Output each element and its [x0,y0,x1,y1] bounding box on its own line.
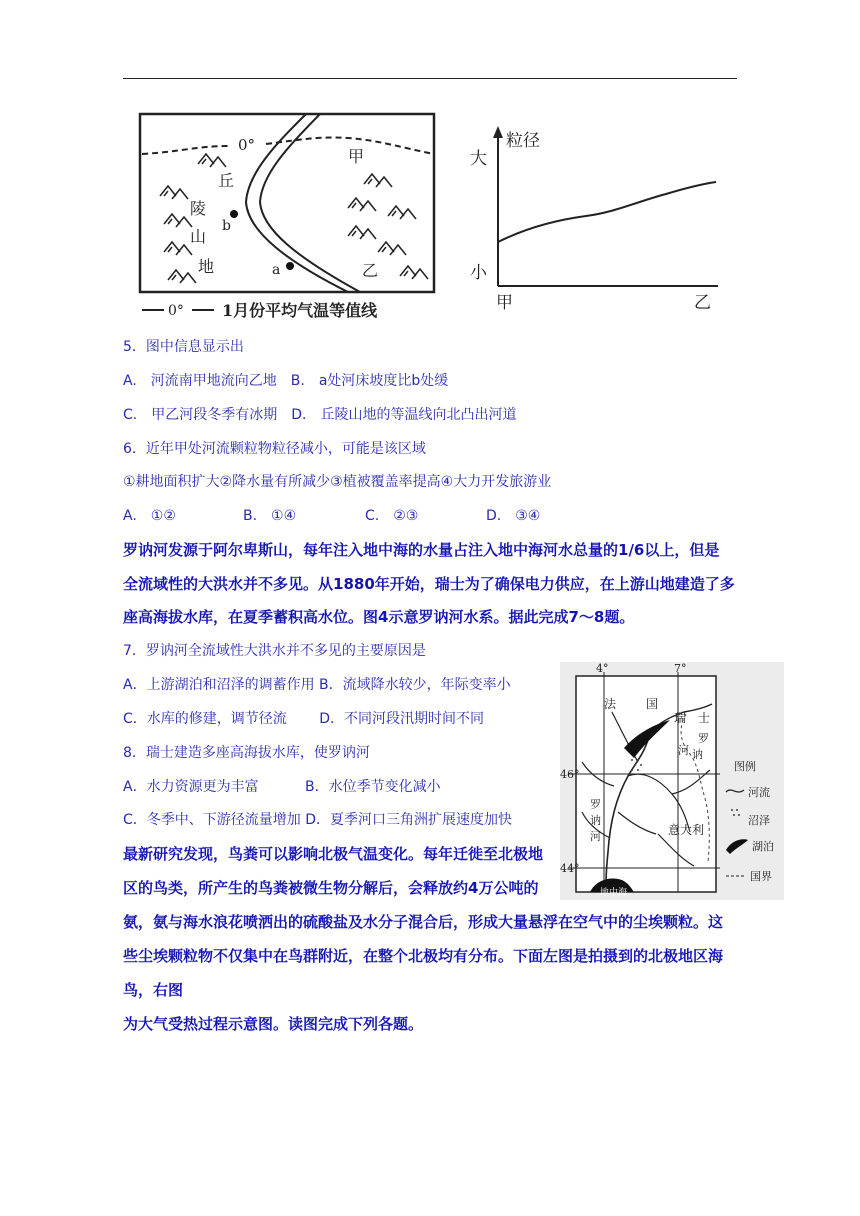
legend-symbol: 0° [168,303,184,319]
legend-border: 国界 [750,870,772,883]
q5-options-cd: C. 甲乙河段冬季有冰期 D. 丘陵山地的等温线向北凸出河道 [123,407,517,423]
q6-option-b: B. ①④ [243,508,297,524]
q7-options-cd: C．水库的修建，调节径流 D．不同河段汛期时间不同 [123,711,485,727]
q8-options-cd: C．冬季中、下游径流量增加 D．夏季河口三角洲扩展速度加快 [123,812,513,828]
passage1-line-1: 罗讷河发源于阿尔卑斯山，每年注入地中海的水量占注入地中海河水总量的1/6以上，但是 [123,541,720,559]
legend-title: 图例 [734,760,756,773]
map-rhone-upper-2: 讷 [692,748,703,761]
q6-option-a: A. ①② [123,508,176,524]
q6-items: ①耕地面积扩大②降水量有所减少③植被覆盖率提高④大力开发旅游业 [123,474,552,490]
map-rhone-upper-1: 罗 [698,732,709,745]
q6-stem: 6．近年甲处河流颗粒物粒径减小，可能是该区域 [123,441,426,457]
q8-options-ab: A．水力资源更为丰富 B．水位季节变化减小 [123,779,441,795]
legend-marsh: 沼泽 [748,814,770,827]
map-italy: 意大利 [668,823,705,837]
hill-char-4: 地 [198,257,215,276]
passage1-line-2: 全流域性的大洪水并不多见。从1880年开始，瑞士为了确保电力供应，在上游山地建造了多 [123,575,735,593]
point-a-dot [286,262,294,270]
hill-char-1: 丘 [218,171,235,190]
q7-stem: 7．罗讷河全流域性大洪水并不多见的主要原因是 [123,643,426,659]
map-rhone-lower-1: 罗 [590,798,601,811]
q8-stem: 8．瑞士建造多座高海拔水库，使罗讷河 [123,745,370,761]
legend-text: 1月份平均气温等值线 [222,301,378,320]
map-lat-1: 46° [560,768,580,781]
y-axis-label: 粒径 [506,131,540,151]
q6-option-d: D. ③④ [486,508,541,524]
y-high-label: 大 [470,149,487,169]
passage2-line-3: 氨，氨与海水浪花喷洒出的硫酸盐及水分子混合后，形成大量悬浮在空气中的尘埃颗粒。这 [123,913,724,931]
x-start-label: 甲 [496,293,513,313]
map-france-1: 法 [604,697,617,711]
point-a-label: a [272,262,281,278]
map-lat-2: 44° [560,862,580,875]
map-rhone-lower-3: 河 [590,830,601,843]
place-yi: 乙 [362,261,379,280]
map-rhone-upper-3: 河 [678,744,689,757]
map-lon-2: 7° [674,662,687,675]
map-sea-label: 地中海 [600,888,628,898]
legend-lake: 湖泊 [752,840,774,853]
q5-stem: 5．图中信息显示出 [123,339,244,355]
passage2-line-2: 区的鸟类，所产生的鸟粪被微生物分解后，会释放约4万公吨的 [123,879,539,897]
header-rule [123,78,737,79]
q7-options-ab: A．上游湖泊和沼泽的调蓄作用 B．流域降水较少，年际变率小 [123,677,511,693]
isotherm-map-figure [138,112,438,324]
grain-size-figure [466,124,728,316]
map-rhone-lower-2: 讷 [590,814,601,827]
hill-char-2: 陵 [190,199,207,218]
passage2-line-1: 最新研究发现，鸟粪可以影响北极气温变化。每年迁徙至北极地 [123,845,544,863]
passage2-line-6: 为大气受热过程示意图。读图完成下列各题。 [123,1015,424,1033]
hill-char-3: 山 [190,227,207,246]
y-low-label: 小 [470,263,487,283]
passage1-line-3: 座高海拔水库，在夏季蓄积高水位。图4示意罗讷河水系。据此完成7～8题。 [123,608,635,626]
place-jia: 甲 [348,147,365,166]
x-end-label: 乙 [694,293,711,313]
q5-options-ab: A. 河流南甲地流向乙地 B. a处河床坡度比b处缓 [123,373,449,389]
point-b-dot [230,210,238,218]
passage2-line-5: 鸟，右图 [123,981,184,999]
map-lon-1: 4° [596,662,609,675]
map-france-2: 国 [646,697,659,711]
grain-size-curve [498,182,716,242]
isotherm-label: 0° [238,136,256,154]
map-swiss-2: 士 [698,711,711,725]
q6-option-c: C. ②③ [365,508,419,524]
q6-options [123,506,540,526]
map-swiss-1: 瑞 [674,711,687,725]
point-b-label: b [222,218,231,234]
legend-river: 河流 [748,786,770,799]
rhone-map-figure [560,662,784,900]
passage2-line-4: 些尘埃颗粒物不仅集中在鸟群附近，在整个北极均有分布。下面左图是拍摄到的北极地区海 [123,947,724,965]
